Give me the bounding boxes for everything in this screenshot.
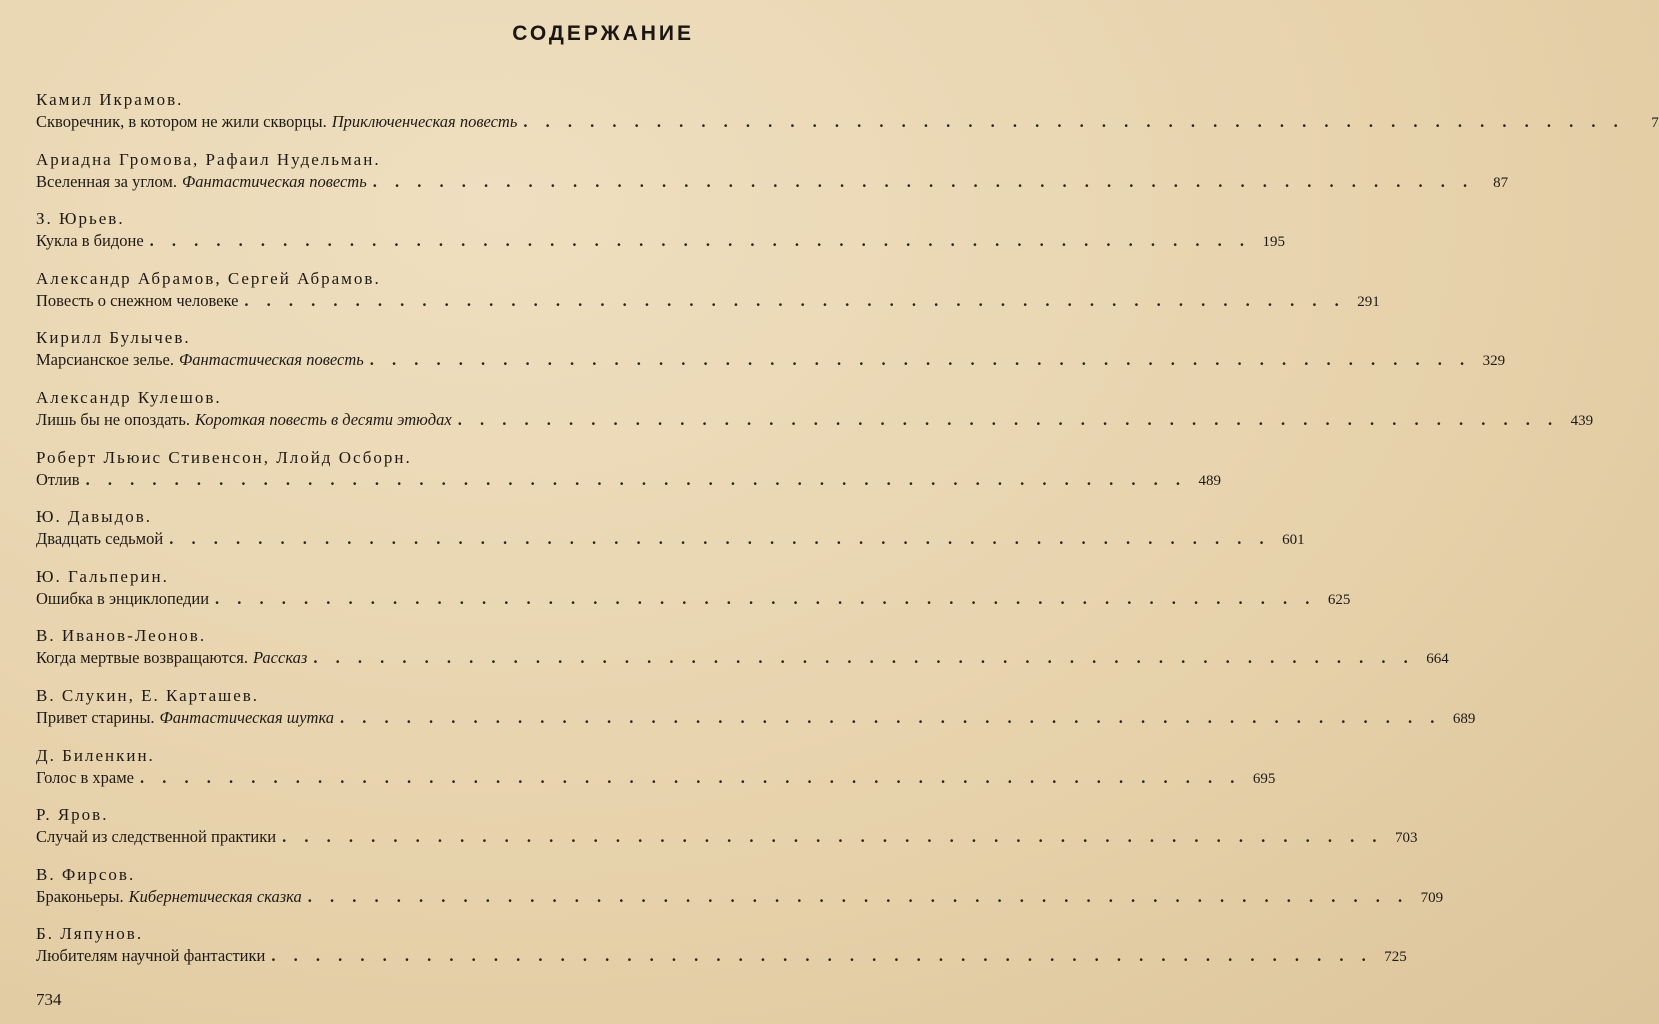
contents-entry: [36, 259, 1380, 319]
contents-entry: [36, 736, 1276, 796]
entry-author: Александр Абрамов, Сергей Абрамов.: [36, 268, 381, 288]
entry-author: Д. Биленкин.: [36, 745, 155, 765]
entry-page-number: 695: [1252, 770, 1276, 787]
entry-title: Браконьеры.: [36, 886, 124, 906]
entry-title-line: [36, 946, 1407, 970]
contents-entry: [36, 795, 1418, 855]
dot-leader: . . . . . . . . . . . . . . . . . . . . . . . . . . . . . . . . . . . . . . . . . . . . . . . . . .: [215, 588, 1317, 608]
entry-title-wrap: [36, 112, 517, 132]
entry-title-wrap: [36, 529, 163, 549]
dot-leader: . . . . . . . . . . . . . . . . . . . . . . . . . . . . . . . . . . . . . . . . . . . . . . . . . .: [149, 231, 1252, 251]
entry-title: Ошибка в энциклопедии: [36, 588, 210, 608]
entry-title-wrap: [36, 827, 276, 847]
contents-entry: [36, 80, 1659, 140]
entry-author: Р. Яров.: [36, 805, 109, 825]
entry-author: Ю. Давыдов.: [36, 507, 152, 527]
dot-leader: . . . . . . . . . . . . . . . . . . . . . . . . . . . . . . . . . . . . . . . . . . . . . . . . . .: [372, 171, 1475, 191]
entry-title-wrap: [36, 291, 238, 311]
dot-leader: . . . . . . . . . . . . . . . . . . . . . . . . . . . . . . . . . . . . . . . . . . . . . . . . . .: [340, 707, 1442, 727]
entry-page-number: 439: [1570, 412, 1594, 429]
entry-title: Кукла в бидоне: [36, 231, 144, 251]
entry-author: Б. Ляпунов.: [36, 924, 144, 944]
entry-title: Любителям научной фантастики: [36, 946, 266, 966]
entry-title-line: [36, 469, 1221, 494]
entry-page-number: 195: [1262, 234, 1286, 251]
entry-title-line: [36, 648, 1449, 672]
dot-leader: . . . . . . . . . . . . . . . . . . . . . . . . . . . . . . . . . . . . . . . . . . . . . . . . . .: [523, 112, 1625, 131]
contents-entry: [36, 676, 1476, 736]
entry-genre: Фантастическая шутка: [159, 707, 334, 727]
entry-title-line: [36, 290, 1380, 315]
dot-leader: . . . . . . . . . . . . . . . . . . . . . . . . . . . . . . . . . . . . . . . . . . . . . . . . . .: [271, 946, 1373, 966]
entry-title-wrap: [36, 589, 209, 609]
entry-title-line: [36, 827, 1418, 851]
entry-author: Александр Кулешов.: [36, 387, 222, 407]
entry-page-number: 489: [1198, 472, 1221, 489]
entry-author: З. Юрьев.: [36, 209, 125, 229]
page-number: 734: [36, 990, 62, 1009]
entry-title-line: [36, 767, 1276, 792]
entry-title: Когда мертвые возвращаются.: [36, 648, 248, 668]
entry-title-wrap: [36, 648, 307, 668]
dot-leader: . . . . . . . . . . . . . . . . . . . . . . . . . . . . . . . . . . . . . . . . . . . . . . . . . .: [85, 469, 1187, 489]
entry-title: Марсианское зелье.: [36, 350, 175, 370]
entry-page-number: 7: [1651, 115, 1659, 131]
entry-page-number: 709: [1420, 889, 1444, 906]
entry-author: Ю. Гальперин.: [36, 566, 169, 586]
entry-author: Роберт Льюис Стивенсон, Ллойд Осборн.: [36, 447, 412, 467]
entry-genre: Рассказ: [252, 648, 308, 668]
contents-entry: [36, 140, 1509, 200]
entry-author: В. Иванов-Леонов.: [36, 626, 207, 646]
entry-page-number: 329: [1482, 353, 1506, 370]
dot-leader: . . . . . . . . . . . . . . . . . . . . . . . . . . . . . . . . . . . . . . . . . . . . . . . . . .: [457, 409, 1560, 429]
contents-entry: [36, 855, 1444, 915]
page-heading: СОДЕРЖАНИЕ: [512, 22, 694, 45]
entry-genre: Фантастическая повесть: [179, 350, 364, 370]
entry-title-wrap: [36, 768, 134, 788]
dot-leader: . . . . . . . . . . . . . . . . . . . . . . . . . . . . . . . . . . . . . . . . . . . . . . . . . .: [169, 529, 1271, 549]
entry-title: Привет старины.: [36, 707, 155, 727]
entry-title-wrap: [36, 410, 452, 430]
dot-leader: . . . . . . . . . . . . . . . . . . . . . . . . . . . . . . . . . . . . . . . . . . . . . . . . . .: [282, 827, 1384, 847]
entry-title: Голос в храме: [36, 767, 134, 787]
entry-title-line: [36, 171, 1509, 196]
contents-entry: [36, 318, 1506, 378]
entry-title-wrap: [36, 708, 334, 728]
contents-entry: [36, 557, 1351, 617]
entry-title-line: [36, 588, 1351, 613]
entry-title-line: [36, 529, 1305, 553]
entry-page-number: 625: [1327, 591, 1351, 608]
entry-genre: Приключенческая повесть: [331, 112, 518, 131]
entry-title-wrap: [36, 172, 367, 192]
entry-author: Кирилл Булычев.: [36, 328, 191, 348]
contents-list: [36, 80, 1659, 974]
entry-genre: Кибернетическая сказка: [128, 886, 302, 906]
entry-title-wrap: [36, 946, 265, 966]
contents-entry: [36, 199, 1286, 259]
entry-page-number: 291: [1357, 293, 1380, 310]
entry-title-wrap: [36, 350, 364, 370]
entry-page-number: 725: [1384, 949, 1407, 966]
dot-leader: . . . . . . . . . . . . . . . . . . . . . . . . . . . . . . . . . . . . . . . . . . . . . . . . . .: [244, 290, 1346, 310]
entry-title-wrap: [36, 887, 302, 907]
entry-page-number: 87: [1493, 174, 1509, 191]
entry-title-line: [36, 112, 1659, 136]
entry-title-line: [36, 886, 1444, 911]
entry-title: Скворечник, в котором не жили скворцы.: [36, 112, 327, 131]
entry-title: Вселенная за углом.: [36, 171, 177, 191]
entry-title: Случай из следственной практики: [36, 827, 277, 847]
contents-entry: [36, 497, 1305, 557]
dot-leader: . . . . . . . . . . . . . . . . . . . . . . . . . . . . . . . . . . . . . . . . . . . . . . . . . .: [369, 350, 1472, 370]
entry-title-line: [36, 409, 1594, 434]
entry-page-number: 601: [1282, 532, 1305, 549]
entry-title-line: [36, 707, 1476, 732]
entry-title-line: [36, 231, 1286, 255]
entry-title: Повесть о снежном человеке: [36, 290, 239, 310]
entry-author: В. Фирсов.: [36, 864, 136, 884]
contents-entry: [36, 378, 1594, 438]
entry-author: Ариадна Громова, Рафаил Нудельман.: [36, 149, 381, 169]
entry-genre: Фантастическая повесть: [182, 171, 367, 191]
entry-title-wrap: [36, 470, 80, 490]
dot-leader: . . . . . . . . . . . . . . . . . . . . . . . . . . . . . . . . . . . . . . . . . . . . . . . . . .: [139, 767, 1242, 787]
entry-page-number: 664: [1426, 651, 1449, 668]
dot-leader: . . . . . . . . . . . . . . . . . . . . . . . . . . . . . . . . . . . . . . . . . . . . . . . . . .: [313, 648, 1415, 668]
entry-page-number: 689: [1452, 710, 1476, 727]
entry-genre: Короткая повесть в десяти этюдах: [194, 409, 452, 429]
entry-title: Двадцать седьмой: [36, 529, 164, 549]
entry-title: Отлив: [36, 469, 80, 489]
entry-title-line: [36, 350, 1506, 374]
dot-leader: . . . . . . . . . . . . . . . . . . . . . . . . . . . . . . . . . . . . . . . . . . . . . . . . . .: [307, 886, 1410, 906]
contents-entry: [36, 616, 1449, 676]
contents-entry: [36, 438, 1221, 498]
entry-author: В. Слукин, Е. Карташев.: [36, 685, 260, 705]
contents-entry: [36, 914, 1407, 974]
entry-title-wrap: [36, 231, 144, 251]
entry-page-number: 703: [1394, 830, 1418, 847]
entry-author: Камил Икрамов.: [36, 90, 184, 109]
entry-title: Лишь бы не опоздать.: [36, 409, 190, 429]
